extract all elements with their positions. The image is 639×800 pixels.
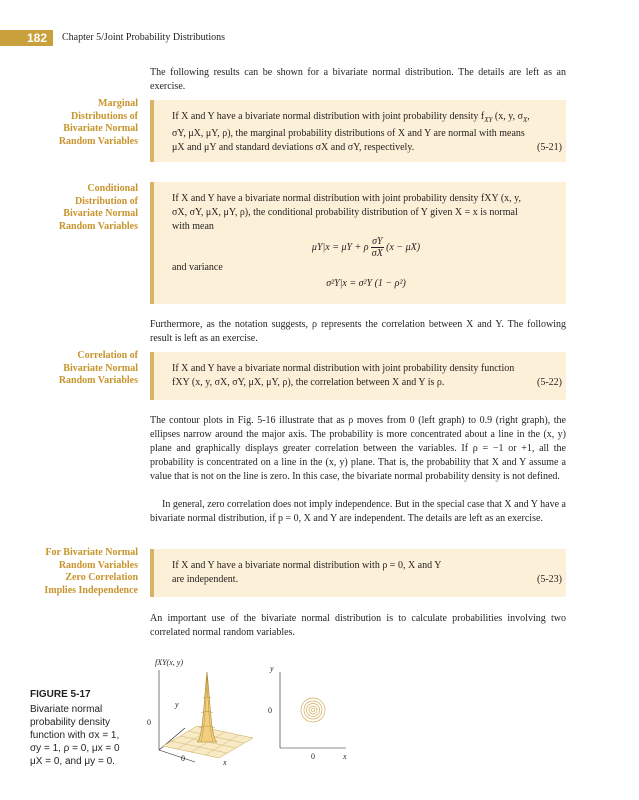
correlation-result-box: If X and Y have a bivariate normal distribution with joint probability density function fXY (x, y, σX, σY, μX, μY, ρ), the correlation between X and Y is ρ. (5-22) [150,352,566,400]
contour-plot-svg [262,664,352,764]
correlation-label: Correlation of Bivariate Normal Random Variables [58,350,138,386]
surface-z-label: fXY(x, y) [155,658,183,667]
chapter-title: Chapter 5/Joint Probability Distributions [62,32,226,43]
conditional-label: Conditional Distribution of Bivariate Normal Random Variables [58,183,138,232]
surface-plot-svg [145,658,265,768]
figure-label: FIGURE 5-17 [30,689,91,700]
contour-rings [301,698,325,722]
surface-plot [145,658,265,768]
contour-paragraph: The contour plots in Fig. 5-16 illustrate that as ρ moves from 0 (left graph) to 0.9 (right graph), the ellipses narrow around the major axis. The probability is more concentrated about a line in the (x, y) plane and graphically displays greater correlation between the variables. If ρ = −1 or +1, all the probability is concentrated on a line in the (x, y) plane. That is, the probability that X and Y assume a value that is not on the line is zero. In this case, the bivariate normal probability density is not defined. [150,415,566,482]
conditional-variance-equation: σ²Y|x = σ²Y (1 − ρ²) [326,278,406,289]
surface-zero-bottom: 0 [181,754,185,763]
important-use-paragraph: An important use of the bivariate normal distribution is to calculate probabilities involving two correlated normal random variables. [150,613,566,638]
contour-zero-x: 0 [311,752,315,761]
independence-paragraph: In general, zero correlation does not imply independence. But in the special case that X and Y have a bivariate normal distribution, if p = 0, X and Y are independent. The details are left as an exercise. [150,499,566,524]
surface-x-label: x [223,758,227,767]
contour-zero-y: 0 [268,706,272,715]
eq-number-5-22: (5-22) [537,377,562,388]
conditional-result-box: If X and Y have a bivariate normal distribution with joint probability density fXY (x, y, σX, σY, μX, μY, ρ), the conditional probability distribution of Y given X = x is normal with mean μY|x = μY + ρ $\frac{\sigma Y}{\sigma X}$ (x − μX) and variance σ²Y|x = σ²Y (1 − ρ²) [150,182,566,304]
figure-caption: FIGURE 5-17 Bivariate normal probability density function with σx = 1, σy = 1, ρ = 0, μx = 0 μX = 0, and μy = 0. [30,688,140,768]
zero-correlation-label: For Bivariate Normal Random Variables Zero Correlation Implies Independence [44,547,138,596]
contour-plot [262,664,352,764]
eq-number-5-21: (5-21) [537,142,562,153]
zero-correlation-result-box: If X and Y have a bivariate normal distribution with ρ = 0, X and Y are independent. (5-23) [150,549,566,597]
conditional-mean-equation: μY|x = μY + ρ $\frac{\sigma Y}{\sigma X}$ (x − μX) [311,236,421,259]
surface-y-label: y [175,700,179,709]
contour-x-label: x [343,752,347,761]
page-header [0,30,639,46]
page-number: 182 [0,30,53,46]
surface-zero-left: 0 [147,718,151,727]
marginal-result-box: If X and Y have a bivariate normal distribution with joint probability density $f_{XY}$ (x, y, $\sigma_X$, σY, μX, μY, ρ), the marginal probability distributions of X and Y are normal with means μX and μY and standard deviations σX and σY, respectively. (5-21) [150,100,566,162]
contour-y-label: y [270,664,274,673]
eq-number-5-23: (5-23) [537,574,562,585]
intro-paragraph: The following results can be shown for a bivariate normal distribution. The details are left as an exercise. [150,67,566,92]
furthermore-paragraph: Furthermore, as the notation suggests, ρ represents the correlation between X and Y. The following result is left as an exercise. [150,319,566,344]
marginal-label: Marginal Distributions of Bivariate Normal Random Variables [58,98,138,147]
